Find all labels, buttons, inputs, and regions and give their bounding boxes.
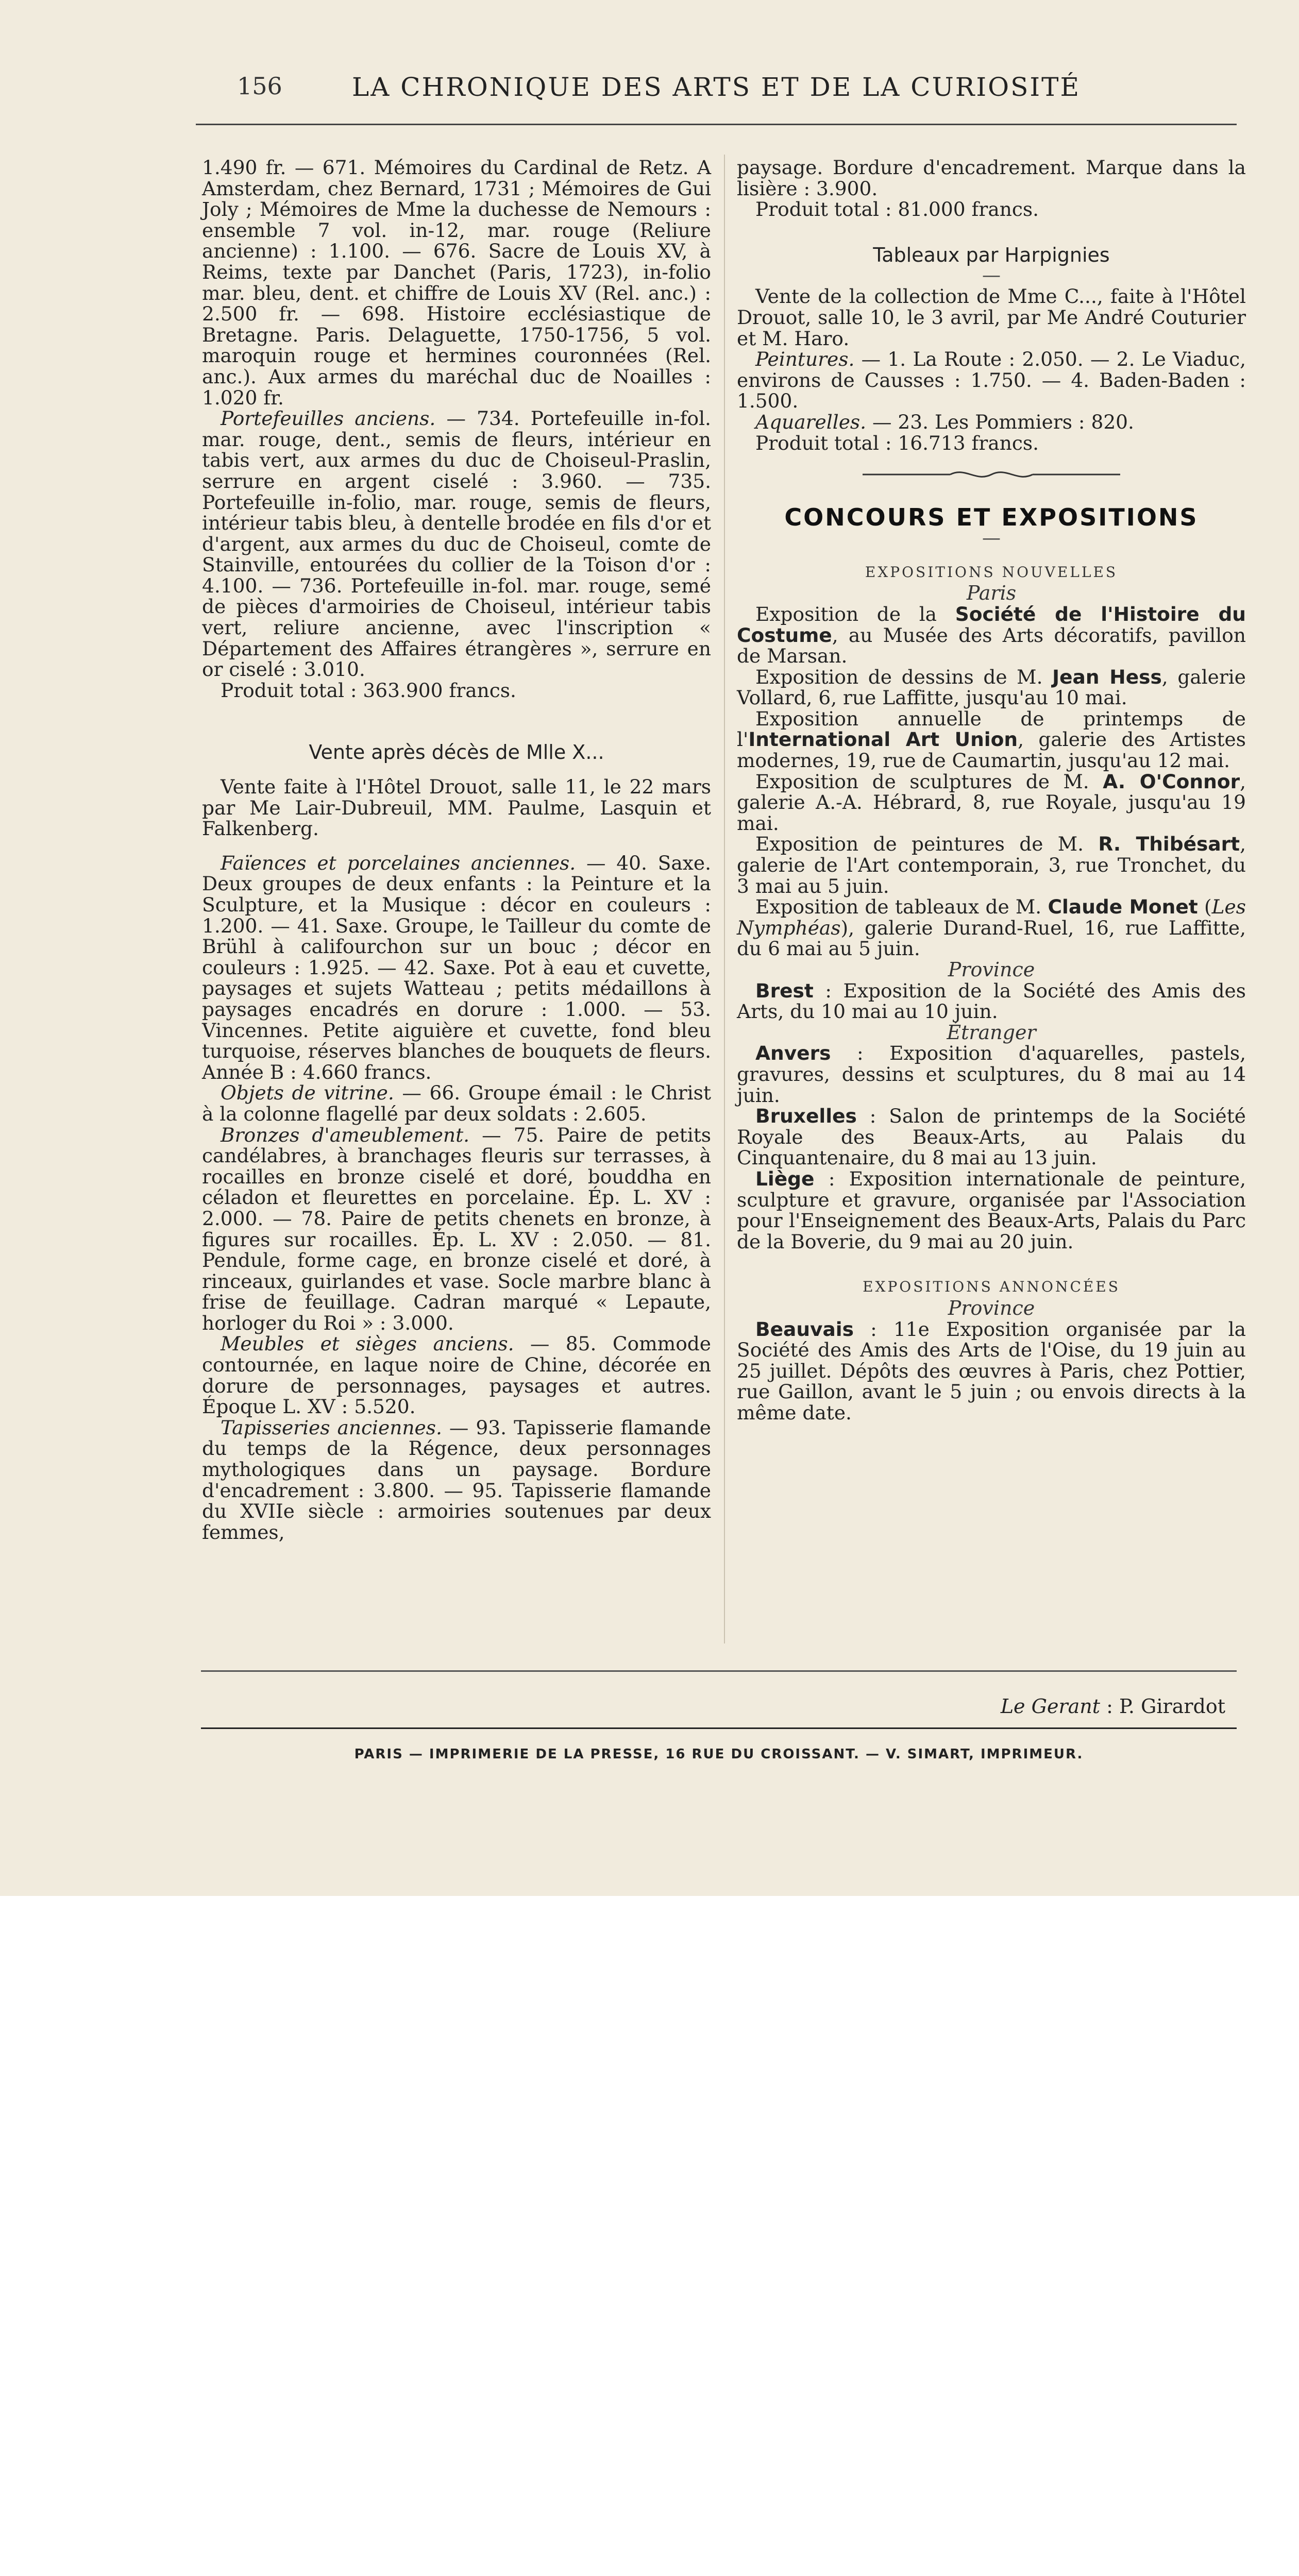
paragraph-aquarelles: [737, 412, 1246, 433]
lot-text: — 93. Tapisserie flamande du temps de la Régence, deux personnages mythologiques dans un paysage. Bordure d'encadrement : 3.800. — 95. Tapisserie flamande du XVIIe siècle : armoiries soutenues par deux femmes,: [202, 1416, 711, 1544]
left-column: [202, 157, 711, 1543]
paragraph-meubles: [202, 1333, 711, 1417]
lot-heading: Peintures.: [755, 348, 855, 371]
subsection-heading: EXPOSITIONS ANNONCÉES: [863, 1278, 1120, 1296]
exhibition-entry: [737, 771, 1246, 834]
entry-title: Les Nymphéas: [737, 895, 1246, 939]
dash-separator: —: [982, 527, 1001, 549]
entry-name: Jean Hess: [1052, 665, 1162, 688]
paragraph-tapisseries: [202, 1417, 711, 1543]
lot-text: — 734. Portefeuille in-fol. mar. rouge, dent., semis de fleurs, intérieur en tabis vert, aux armes du duc de Choiseul-Praslin, serrure en argent ciselé : 3.960. — 735. Portefeuille in-folio, mar. rouge, semis de fleurs, intérieur tabis bleu, à dentelle brodée en fils d'or et d'argent, aux armes du duc de Choiseul, comte de Stainville, entourées du collier de la Toison d'or : 4.100. — 736. Portefeuille in-fol. mar. rouge, semé de pièces d'armoiries de Choiseul, intérieur tabis vert, reliure ancienne, avec l'inscription « Département des Affaires étrangères », serrure en or ciselé : 3.010.: [202, 407, 711, 681]
place-heading: Étranger: [947, 1021, 1036, 1044]
entry-city: Beauvais: [755, 1317, 854, 1341]
paragraph-portfolios: [202, 408, 711, 680]
entry-text: Exposition de tableaux de M.: [755, 895, 1048, 919]
paragraph-rare-books: 1.490 fr. — 671. Mémoires du Cardinal de Retz. A Amsterdam, chez Bernard, 1731 ; Mémoires de Gui Joly ; Mémoires de Mme la duchesse de Nemours : ensemble 7 vol. in-12, mar. rouge (Reliure ancienne) : 1.100. — 676. Sacre de Louis XV, à Reims, texte par Danchet (Paris, 1723), in-folio mar. bleu, dent. et chiffre de Louis XV (Rel. anc.) : 2.500 fr. — 698. Histoire ecclésiastique de Bretagne. Paris. Delaguette, 1750-1756, 5 vol. maroquin rouge et hermines couronnées (Rel. anc.). Aux armes du maréchal duc de Noailles : 1.020 fr.: [202, 156, 711, 409]
bottom-rule: [201, 1670, 1237, 1672]
printer-imprint: PARIS — IMPRIMERIE DE LA PRESSE, 16 RUE DU CROISSANT. — V. SIMART, IMPRIMEUR.: [354, 1747, 1084, 1762]
exhibition-entry: [737, 1043, 1246, 1106]
exhibition-entry: [737, 1106, 1246, 1168]
entry-city: Liège: [755, 1167, 815, 1190]
dash-separator: —: [982, 265, 1001, 286]
exhibition-entry: [737, 604, 1246, 667]
lot-heading: Bronzes d'ameublement.: [221, 1123, 470, 1146]
entry-text: ), galerie Durand-Ruel, 16, rue Laffitte, du 6 mai au 5 juin.: [737, 916, 1246, 960]
lot-text: — 40. Saxe. Deux groupes de deux enfants : la Peinture et la Sculpture, et la Musique : décor en couleurs : 1.200. — 41. Saxe. Groupe, le Tailleur du comte de Brühl à califourchon sur un bouc ; décor en couleurs : 1.925. — 42. Saxe. Pot à eau et cuvette, paysages et sujets Watteau ; petits médaillons à paysages encadrés en dorure : 1.000. — 53. Vincennes. Petite aiguière et cuvette, fond bleu turquoise, réserves blanches de bouquets de fleurs. Année B : 4.660 francs.: [202, 851, 711, 1083]
total-line: Produit total : 81.000 francs.: [755, 198, 1039, 221]
entry-name: Claude Monet: [1048, 895, 1198, 919]
lot-heading: Faïences et porcelaines anciennes.: [221, 851, 576, 874]
total-line: Produit total : 363.900 francs.: [221, 679, 516, 702]
lot-heading: Tapisseries anciennes.: [221, 1416, 442, 1439]
exhibition-entry: [737, 1319, 1246, 1423]
section-heading: CONCOURS ET EXPOSITIONS: [784, 503, 1199, 532]
sale-intro: Vente faite à l'Hôtel Drouot, salle 11, le 22 mars par Me Lair-Dubreuil, MM. Paulme, Lasquin et Falkenberg.: [202, 775, 711, 840]
digitization-footer: [0, 1896, 1299, 1989]
exhibition-entry: [737, 708, 1246, 771]
paragraph-bronzes: [202, 1125, 711, 1334]
total-line: Produit total : 16.713 francs.: [755, 431, 1039, 454]
lot-heading: Aquarelles.: [755, 410, 867, 433]
entry-text: Exposition de peintures de M.: [755, 833, 1099, 856]
entry-text: , galerie de l'Art contemporain, 3, rue Tronchet, du 3 mai au 5 juin.: [737, 833, 1246, 897]
exhibition-entry: [737, 980, 1246, 1022]
paragraph-objets-vitrine: [202, 1082, 711, 1124]
entry-text: Exposition de sculptures de M.: [755, 770, 1103, 793]
lot-text: — 75. Paire de petits candélabres, à branchages fleuris sur terrasses, à rocailles en bronze ciselé et doré, bouddha en céladon et fleurettes en porcelaine. Ép. L. XV : 2.000. — 78. Paire de petits chenets en bronze, à figures sur rocailles. Ép. L. XV : 2.050. — 81. Pendule, forme cage, en bronze ciselé et doré, à rinceaux, guirlandes et vase. Socle marbre blanc à frise de feuillage. Cadran marqué « Lepaute, horloger du Roi » : 3.000.: [202, 1123, 712, 1334]
entry-name: R. Thibésart: [1098, 833, 1240, 856]
entry-text: : Exposition de la Société des Amis des Arts, du 10 mai au 10 juin.: [737, 979, 1246, 1023]
journal-title: LA CHRONIQUE DES ARTS ET DE LA CURIOSITÉ: [352, 72, 1081, 102]
lot-heading: Objets de vitrine.: [221, 1081, 394, 1105]
running-head: [196, 72, 1237, 113]
entry-text: Exposition de la: [755, 602, 955, 625]
lot-text: — 23. Les Pommiers : 820.: [866, 410, 1134, 433]
entry-name: International Art Union: [748, 728, 1018, 751]
entry-text: : Salon de printemps de la Société Royale des Beaux-Arts, au Palais du Cinquantenaire, du 8 mai au 13 juin.: [737, 1105, 1246, 1170]
entry-text: : Exposition internationale de peinture, sculpture et gravure, organisée par l'Association pour l'Enseignement des Beaux-Arts, Palais du Parc de la Boverie, du 9 mai au 20 juin.: [737, 1167, 1246, 1253]
place-heading: Paris: [966, 582, 1017, 605]
entry-text: , au Musée des Arts décoratifs, pavillon de Marsan.: [737, 623, 1246, 668]
exhibition-entry: [737, 834, 1246, 896]
lot-text: — 66. Groupe émail : le Christ à la colonne flagellé par deux soldats : 2.605.: [202, 1081, 711, 1125]
entry-name: A. O'Connor: [1103, 770, 1240, 793]
gerant-signature: [737, 1695, 1225, 1718]
gerant-label: Le Gerant: [1000, 1695, 1101, 1718]
entry-text: : 11e Exposition organisée par la Société des Amis des Arts de l'Oise, du 19 juin au 25 juillet. Dépôts des œuvres à Paris, chez Pottier, rue Gaillon, avant le 5 juin ; ou envois directs à la même date.: [737, 1317, 1246, 1424]
lot-text: — 1. La Route : 2.050. — 2. Le Viaduc, environs de Causses : 1.750. — 4. Baden-Baden : 1.500.: [737, 348, 1246, 413]
place-heading: Province: [948, 1296, 1035, 1319]
gerant-separator: :: [1100, 1695, 1119, 1718]
exhibition-entry: [737, 667, 1246, 708]
entry-text: , galerie des Artistes modernes, 19, rue de Caumartin, jusqu'au 12 mai.: [737, 728, 1246, 772]
entry-city: Brest: [755, 979, 814, 1002]
right-column: [737, 157, 1246, 1423]
paragraph-peintures: [737, 349, 1246, 412]
sale-intro: Vente de la collection de Mme C..., faite à l'Hôtel Drouot, salle 10, le 3 avril, par Me André Couturier et M. Haro.: [737, 285, 1246, 350]
lot-heading: Portefeuilles anciens.: [221, 407, 436, 430]
subsection-heading: EXPOSITIONS NOUVELLES: [865, 563, 1118, 581]
entry-city: Anvers: [755, 1042, 831, 1065]
column-divider: [724, 155, 725, 1643]
sale-heading: Vente après décès de Mlle X...: [309, 741, 604, 764]
entry-text: (: [1197, 895, 1212, 919]
entry-name: Société de l'Histoire du Costume: [737, 602, 1246, 647]
paragraph-faiences: [202, 853, 711, 1083]
entry-text: : Exposition d'aquarelles, pastels, gravures, dessins et sculptures, du 8 mai au 14 juin.: [737, 1042, 1246, 1107]
bottom-rule: [201, 1727, 1237, 1729]
place-heading: Province: [948, 958, 1035, 981]
entry-text: Exposition de dessins de M.: [755, 665, 1053, 688]
header-rule: [196, 124, 1237, 125]
entry-city: Bruxelles: [755, 1105, 857, 1128]
exhibition-entry: [737, 896, 1246, 959]
harpignies-heading: Tableaux par Harpignies: [873, 243, 1110, 266]
gerant-name: P. Girardot: [1119, 1695, 1225, 1718]
paragraph-continuation: paysage. Bordure d'encadrement. Marque dans la lisière : 3.900.: [737, 156, 1246, 200]
entry-text: , galerie A.-A. Hébrard, 8, rue Royale, jusqu'au 19 mai.: [737, 770, 1246, 835]
lot-heading: Meubles et sièges anciens.: [221, 1332, 514, 1355]
page-number: 156: [237, 72, 282, 100]
entry-text: Exposition annuelle de printemps de l': [737, 707, 1246, 751]
lot-text: — 85. Commode contournée, en laque noire de Chine, décorée en dorure de personnages, paysages et autres. Époque L. XV : 5.520.: [202, 1332, 711, 1418]
exhibition-entry: [737, 1168, 1246, 1252]
entry-text: , galerie Vollard, 6, rue Laffitte, jusqu'au 10 mai.: [737, 665, 1246, 709]
ornament-divider: [857, 467, 1125, 482]
